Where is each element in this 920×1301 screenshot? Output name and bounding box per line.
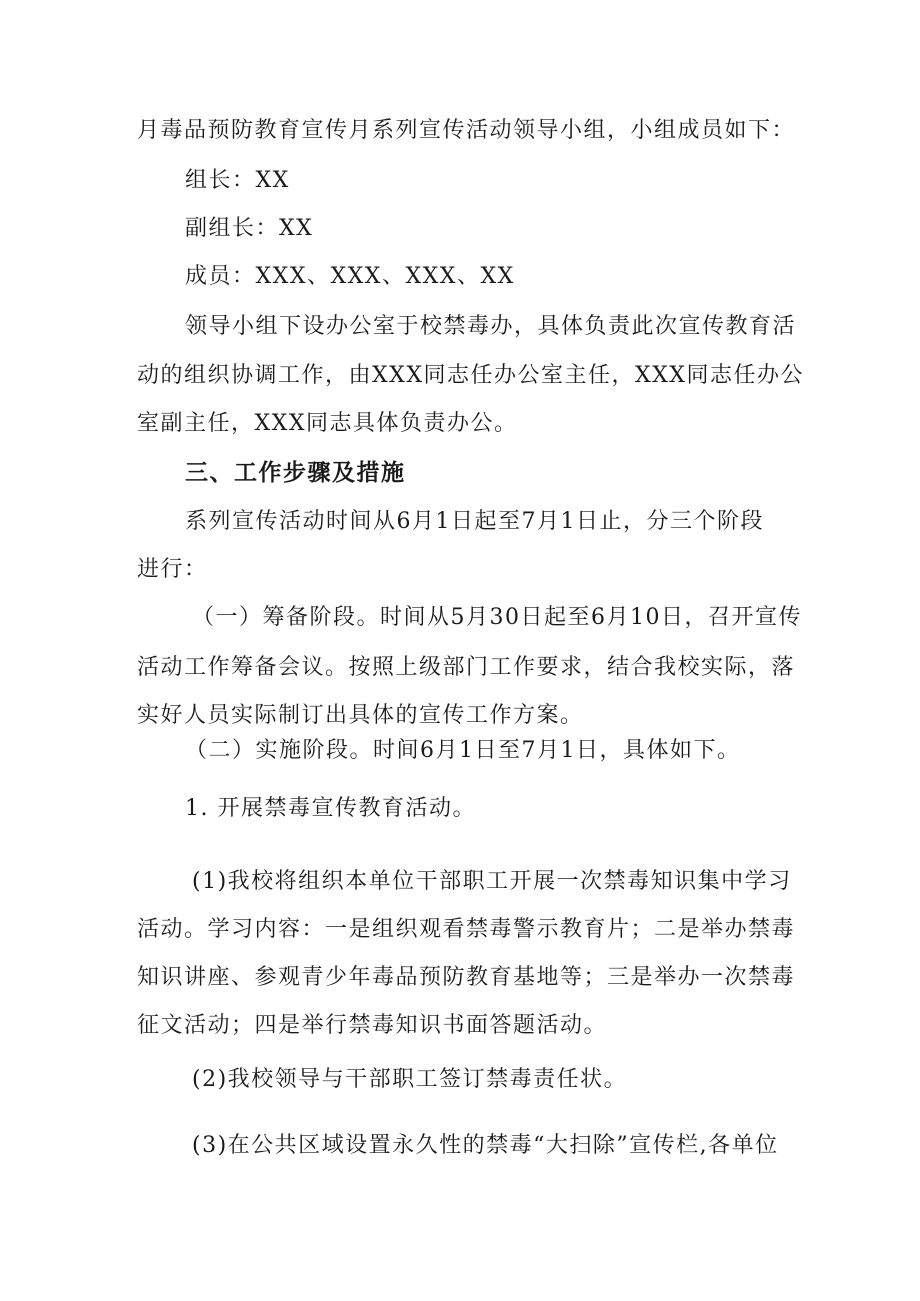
paragraph-line: (3)在公共区域设置永久性的禁毒“大扫除”宣传栏,各单位	[192, 1133, 779, 1158]
paragraph-line: 征文活动；四是举行禁毒知识书面答题活动。	[137, 1013, 608, 1038]
paragraph-line: （一）筹备阶段。时间从5月30日起至6月10日，召开宣传	[192, 605, 802, 630]
paragraph-line: 活动工作筹备会议。按照上级部门工作要求，结合我校实际，落	[137, 655, 796, 680]
paragraph-line: 进行：	[137, 557, 208, 582]
list-item-heading: 1. 开展禁毒宣传教育活动。	[185, 796, 476, 821]
paragraph-line: (2)我校领导与干部职工签订禁毒责任状。	[192, 1067, 628, 1092]
paragraph-line: 领导小组下设办公室于校禁毒办，具体负责此次宣传教育活	[185, 314, 797, 339]
paragraph-line: 动的组织协调工作，由XXX同志任办公室主任，XXX同志任办公	[137, 363, 804, 388]
paragraph-line: 实好人员实际制订出具体的宣传工作方案。	[137, 703, 584, 728]
section-heading: 三、工作步骤及措施	[185, 460, 406, 486]
leader-line: 组长：XX	[185, 168, 290, 193]
deputy-leader-line: 副组长：XX	[185, 216, 314, 241]
members-line: 成员：XXX、XXX、XXX、XX	[185, 264, 515, 289]
paragraph-line: 知识讲座、参观青少年毒品预防教育基地等；三是举办一次禁毒	[137, 965, 796, 990]
paragraph-line: 室副主任，XXX同志具体负责办公。	[137, 411, 518, 436]
paragraph-line: 活动。学习内容：一是组织观看禁毒警示教育片；二是举办禁毒	[137, 917, 796, 942]
paragraph-line: 月毒品预防教育宣传月系列宣传活动领导小组，小组成员如下：	[137, 118, 796, 143]
paragraph-line: (1)我校将组织本单位干部职工开展一次禁毒知识集中学习	[192, 869, 792, 894]
paragraph-line: （二）实施阶段。时间6月1日至7月1日，具体如下。	[185, 738, 741, 763]
paragraph-line: 系列宣传活动时间从6月1日起至7月1日止，分三个阶段	[185, 509, 764, 534]
